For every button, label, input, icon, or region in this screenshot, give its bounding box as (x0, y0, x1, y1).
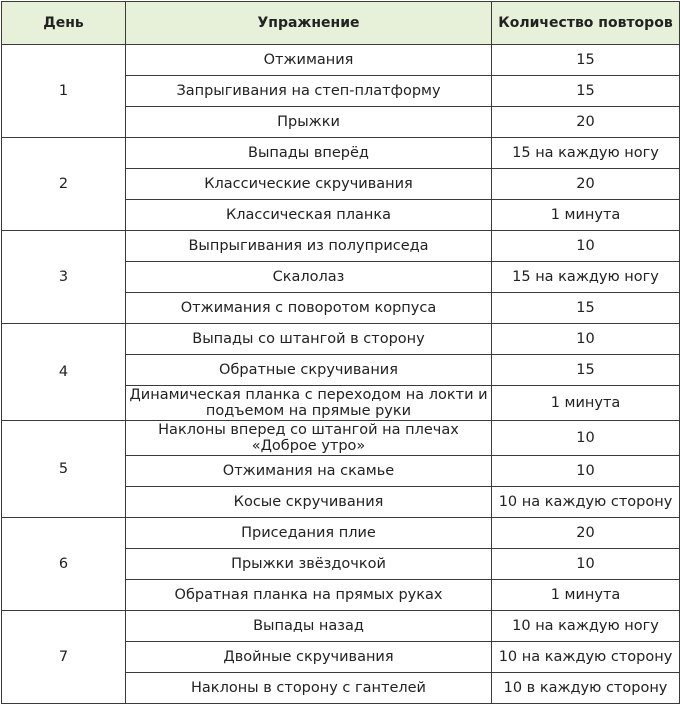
reps-cell: 15 (492, 45, 680, 76)
reps-cell: 15 на каждую ногу (492, 138, 680, 169)
reps-cell: 10 (492, 421, 680, 456)
table-row (2, 138, 680, 169)
exercise-cell: Косые скручивания (126, 487, 492, 518)
reps-cell: 1 минута (492, 386, 680, 421)
day-cell: 2 (2, 138, 126, 231)
header-row (2, 2, 680, 45)
day-cell: 7 (2, 611, 126, 704)
exercise-cell: Отжимания (126, 45, 492, 76)
header-day: День (2, 2, 126, 45)
table-row (2, 611, 680, 642)
table-row (2, 45, 680, 76)
reps-cell: 15 (492, 355, 680, 386)
day-cell: 3 (2, 231, 126, 324)
workout-table (1, 1, 680, 704)
header-reps: Количество повторов (492, 2, 680, 45)
header-exercise: Упражнение (126, 2, 492, 45)
day-cell: 4 (2, 324, 126, 421)
reps-cell: 20 (492, 518, 680, 549)
reps-cell: 10 (492, 231, 680, 262)
exercise-cell: Отжимания на скамье (126, 456, 492, 487)
exercise-cell: Динамическая планка с переходом на локти и подъемом на прямые руки (126, 386, 492, 421)
exercise-cell: Выпады вперёд (126, 138, 492, 169)
day-cell: 5 (2, 421, 126, 518)
exercise-cell: Запрыгивания на степ-платформу (126, 76, 492, 107)
reps-cell: 10 на каждую ногу (492, 611, 680, 642)
exercise-cell: Отжимания с поворотом корпуса (126, 293, 492, 324)
reps-cell: 10 (492, 549, 680, 580)
reps-cell: 10 (492, 456, 680, 487)
exercise-cell: Выпады со штангой в сторону (126, 324, 492, 355)
exercise-cell: Наклоны вперед со штангой на плечах «Доброе утро» (126, 421, 492, 456)
exercise-cell: Обратная планка на прямых руках (126, 580, 492, 611)
day-cell: 6 (2, 518, 126, 611)
exercise-cell: Классические скручивания (126, 169, 492, 200)
reps-cell: 10 (492, 324, 680, 355)
reps-cell: 10 на каждую сторону (492, 642, 680, 673)
exercise-cell: Прыжки звёздочкой (126, 549, 492, 580)
exercise-cell: Прыжки (126, 107, 492, 138)
exercise-cell: Наклоны в сторону с гантелей (126, 673, 492, 704)
table-row (2, 421, 680, 456)
reps-cell: 15 на каждую ногу (492, 262, 680, 293)
exercise-cell: Скалолаз (126, 262, 492, 293)
reps-cell: 10 в каждую сторону (492, 673, 680, 704)
reps-cell: 15 (492, 76, 680, 107)
reps-cell: 20 (492, 107, 680, 138)
reps-cell: 10 на каждую сторону (492, 487, 680, 518)
table-row (2, 518, 680, 549)
exercise-cell: Приседания плие (126, 518, 492, 549)
exercise-cell: Выпрыгивания из полуприседа (126, 231, 492, 262)
reps-cell: 15 (492, 293, 680, 324)
exercise-cell: Двойные скручивания (126, 642, 492, 673)
table-row (2, 324, 680, 355)
reps-cell: 1 минута (492, 580, 680, 611)
reps-cell: 20 (492, 169, 680, 200)
exercise-cell: Обратные скручивания (126, 355, 492, 386)
reps-cell: 1 минута (492, 200, 680, 231)
exercise-cell: Классическая планка (126, 200, 492, 231)
table-row (2, 231, 680, 262)
exercise-cell: Выпады назад (126, 611, 492, 642)
day-cell: 1 (2, 45, 126, 138)
